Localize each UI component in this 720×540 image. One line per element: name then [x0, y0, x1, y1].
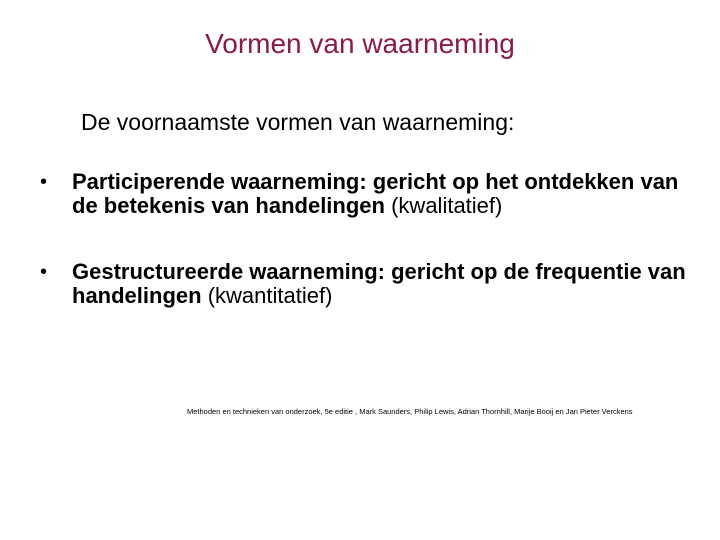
- bullet-item-participerende: [40, 170, 700, 218]
- bullet-list: [40, 170, 700, 308]
- bullet-strong-text: Gestructureerde waarneming: gericht op de frequentie van handelingen: [72, 259, 686, 308]
- bullet-normal-text: (kwantitatief): [207, 283, 333, 308]
- slide-title: Vormen van waarneming: [205, 28, 515, 59]
- bullet-marker: •: [40, 171, 48, 193]
- bullet-strong-text: Participerende waarneming: gericht op het ontdekken van de betekenis van handelingen: [72, 169, 679, 218]
- bullet-item-gestructureerde: [40, 260, 700, 308]
- bullet-normal-text: (kwalitatief): [391, 193, 503, 218]
- slide-subtitle: De voornaamste vormen van waarneming:: [81, 109, 515, 135]
- bullet-marker: •: [40, 261, 48, 283]
- source-citation: Methoden en technieken van onderzoek, 5e editie , Mark Saunders, Philip Lewis, Adrian Thornhill, Marije Booij en Jan Pieter Verckens: [187, 407, 633, 416]
